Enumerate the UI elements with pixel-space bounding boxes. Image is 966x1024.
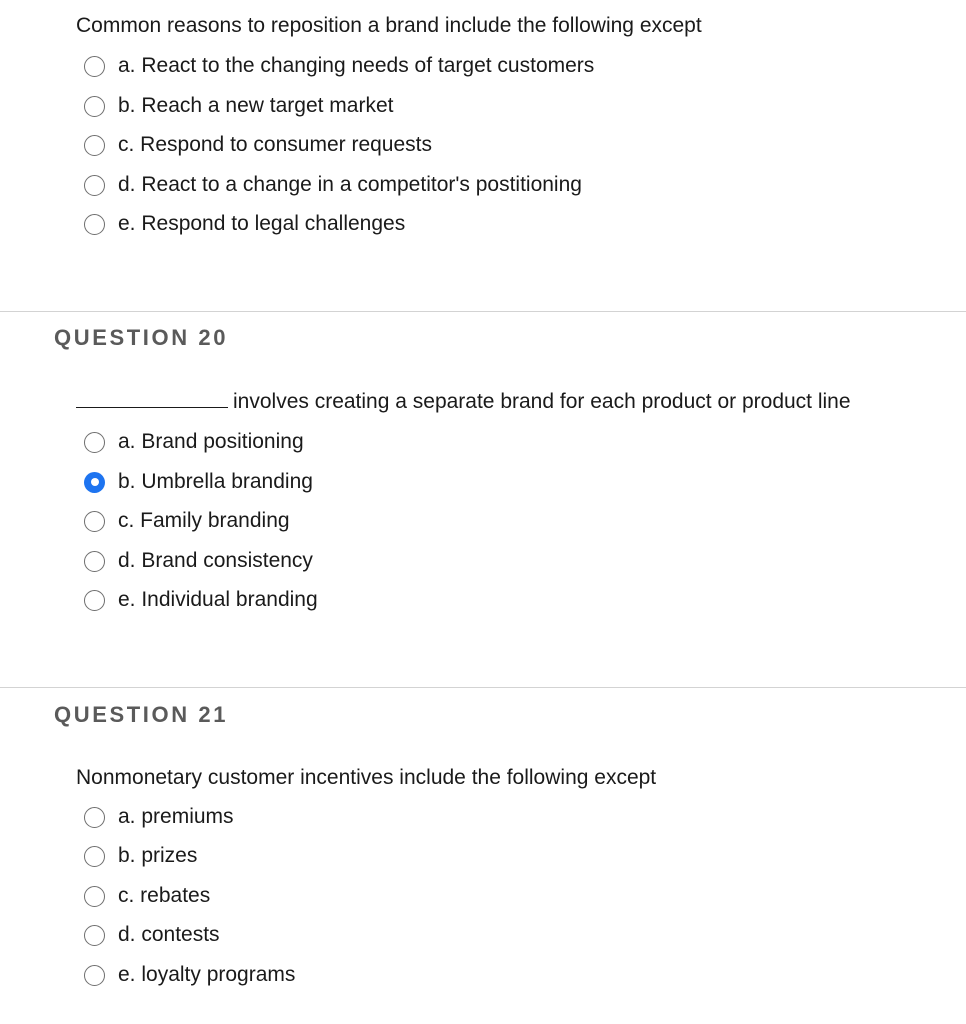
q21-option-e-label[interactable]: e. loyalty programs — [118, 963, 296, 986]
question-21-heading: QUESTION 21 — [54, 702, 229, 727]
q20-option-c-radio[interactable] — [84, 511, 105, 532]
q19-option-e[interactable] — [84, 210, 405, 238]
q20-option-d-radio[interactable] — [84, 551, 105, 572]
q19-option-d-label[interactable]: d. React to a change in a competitor's postitioning — [118, 173, 582, 196]
q21-option-e-radio[interactable] — [84, 965, 105, 986]
q20-option-b-radio-selected[interactable] — [84, 472, 105, 493]
q20-option-a-radio[interactable] — [84, 432, 105, 453]
q21-option-b-radio[interactable] — [84, 846, 105, 867]
q21-option-a-radio[interactable] — [84, 807, 105, 828]
q20-option-a-label[interactable]: a. Brand positioning — [118, 430, 304, 453]
q19-option-a-radio[interactable] — [84, 56, 105, 77]
q21-option-a[interactable] — [84, 803, 234, 831]
q21-option-c-label[interactable]: c. rebates — [118, 884, 211, 907]
q19-option-b[interactable] — [84, 92, 393, 120]
question-20-heading: QUESTION 20 — [54, 325, 229, 350]
q21-option-b[interactable] — [84, 842, 197, 870]
q21-option-e[interactable] — [84, 961, 295, 989]
q20-prompt-line — [76, 389, 851, 415]
q21-option-a-label[interactable]: a. premiums — [118, 805, 234, 828]
fill-in-blank — [76, 390, 228, 408]
q19-option-c-radio[interactable] — [84, 135, 105, 156]
q21-option-c[interactable] — [84, 882, 210, 910]
q21-option-d-radio[interactable] — [84, 925, 105, 946]
q21-prompt: Nonmonetary customer incentives include the following except — [76, 766, 657, 789]
q20-option-c-label[interactable]: c. Family branding — [118, 509, 290, 532]
q19-option-d-radio[interactable] — [84, 175, 105, 196]
q21-option-c-radio[interactable] — [84, 886, 105, 907]
q20-option-d[interactable] — [84, 547, 313, 575]
q20-option-e-label[interactable]: e. Individual branding — [118, 588, 318, 611]
q21-option-d[interactable] — [84, 921, 220, 949]
q19-option-b-radio[interactable] — [84, 96, 105, 117]
q20-option-b-label[interactable]: b. Umbrella branding — [118, 470, 313, 493]
q19-option-a[interactable] — [84, 52, 594, 80]
q19-prompt: Common reasons to reposition a brand include the following except — [76, 14, 702, 37]
q19-option-e-radio[interactable] — [84, 214, 105, 235]
q19-option-b-label[interactable]: b. Reach a new target market — [118, 94, 394, 117]
q20-option-c[interactable] — [84, 507, 290, 535]
q21-option-b-label[interactable]: b. prizes — [118, 844, 198, 867]
q21-option-d-label[interactable]: d. contests — [118, 923, 220, 946]
q19-option-c-label[interactable]: c. Respond to consumer requests — [118, 133, 432, 156]
q19-option-c[interactable] — [84, 131, 432, 159]
q20-option-e[interactable] — [84, 586, 318, 614]
section-divider — [0, 311, 966, 312]
q19-option-e-label[interactable]: e. Respond to legal challenges — [118, 212, 406, 235]
q20-option-e-radio[interactable] — [84, 590, 105, 611]
q20-option-d-label[interactable]: d. Brand consistency — [118, 549, 313, 572]
q20-prompt: involves creating a separate brand for each product or product line — [233, 390, 851, 413]
q20-option-b[interactable] — [84, 468, 313, 496]
q20-option-a[interactable] — [84, 428, 304, 456]
section-divider — [0, 687, 966, 688]
q19-option-a-label[interactable]: a. React to the changing needs of target customers — [118, 54, 595, 77]
q19-option-d[interactable] — [84, 171, 582, 199]
